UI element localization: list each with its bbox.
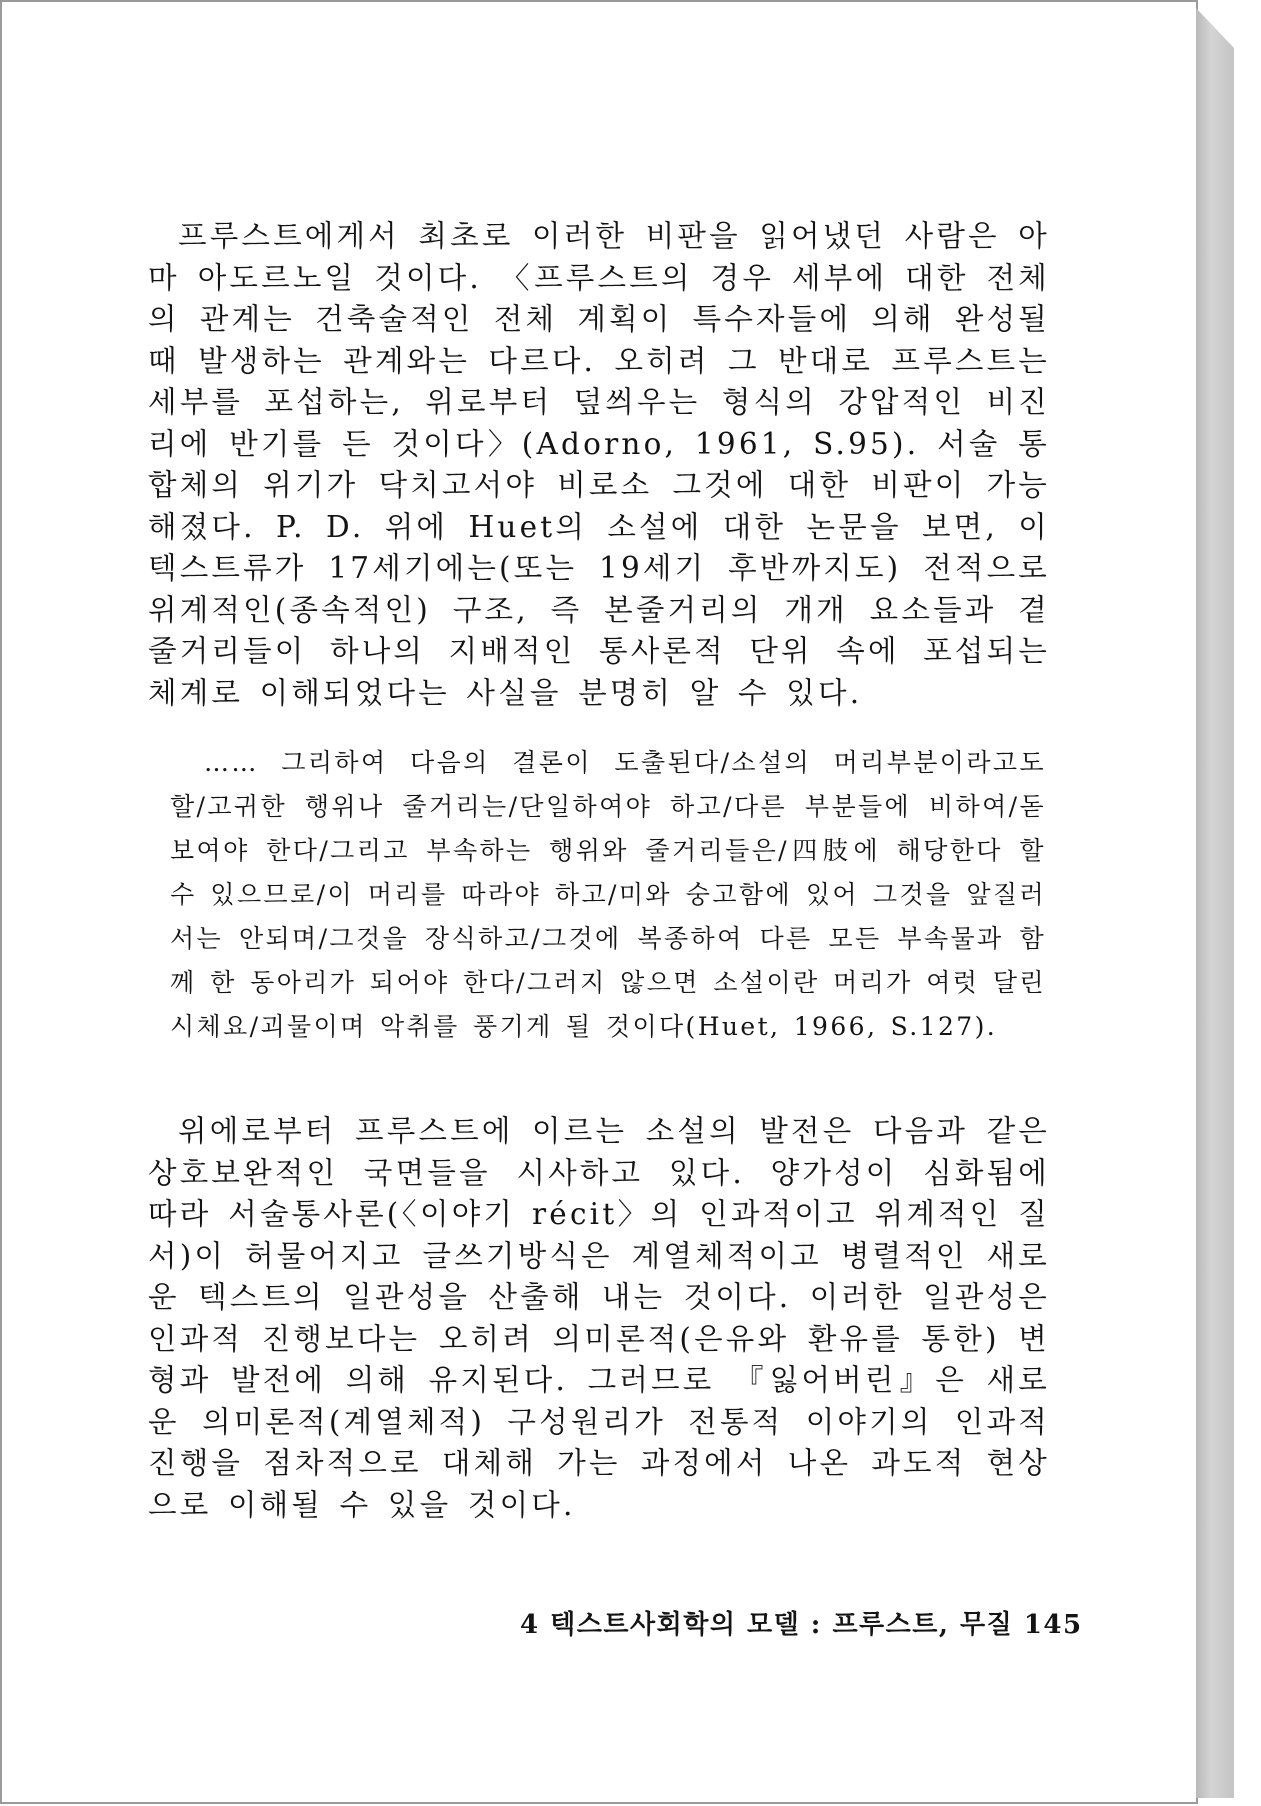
chapter-running-title: 4 텍스트사회학의 모델 : 프루스트, 무질	[520, 1610, 1014, 1640]
page-number: 145	[1023, 1610, 1083, 1640]
page-stack-edge	[1196, 8, 1234, 1798]
page-footer	[520, 1604, 1083, 1641]
paragraph-2-text: 위에로부터 프루스트에 이르는 소설의 발전은 다음과 같은 상호보완적인 국면들을 시사하고 있다. 양가성이 심화됨에 따라 서술통사론(〈이야기 récit〉의 인과적이고 위계적인 질서)이 허물어지고 글쓰기방식은 계열체적이고 병렬적인 새로운 텍스트의 일관성을 산출해 내는 것이다. 이러한 일관성은 인과적 진행보다는 오히려 의미론적(은유와 환유를 통한) 변형과 발전에 의해 유지된다. 그러므로 『잃어버린』은 새로운 의미론적(계열체적) 구성원리가 전통적 이야기의 인과적 진행을 점차적으로 대체해 가는 과정에서 나온 과도적 현상으로 이해될 수 있을 것이다.	[148, 1114, 1050, 1522]
block-quote	[170, 741, 1046, 1049]
paragraph-1	[148, 216, 1050, 714]
block-quote-text: …… 그리하여 다음의 결론이 도출된다/소설의 머리부분이라고도 할/고귀한 행위나 줄거리는/단일하여야 하고/다른 부분들에 비하여/돋보여야 한다/그리고 부속하는 행위와 줄거리들은/四肢에 해당한다 할 수 있으므로/이 머리를 따라야 하고/미와 숭고함에 있어 그것을 앞질러서는 안되며/그것을 장식하고/그것에 복종하여 다른 모든 부속물과 함께 한 동아리가 되어야 한다/그러지 않으면 소설이란 머리가 여럿 달린 시체요/괴물이며 악취를 풍기게 될 것이다(Huet, 1966, S.127).	[170, 748, 1046, 1041]
paragraph-1-text: 프루스트에게서 최초로 이러한 비판을 읽어냈던 사람은 아마 아도르노일 것이다. 〈프루스트의 경우 세부에 대한 전체의 관계는 건축술적인 전체 계획이 특수자들에 의해 완성될 때 발생하는 관계와는 다르다. 오히려 그 반대로 프루스트는 세부를 포섭하는, 위로부터 덮씌우는 형식의 강압적인 비진리에 반기를 든 것이다〉(Adorno, 1961, S.95). 서술 통합체의 위기가 닥치고서야 비로소 그것에 대한 비판이 가능해졌다. P. D. 위에 Huet의 소설에 대한 논문을 보면, 이 텍스트류가 17세기에는(또는 19세기 후반까지도) 전적으로 위계적인(종속적인) 구조, 즉 본줄거리의 개개 요소들과 곁줄거리들이 하나의 지배적인 통사론적 단위 속에 포섭되는 체계로 이해되었다는 사실을 분명히 알 수 있다.	[148, 219, 1050, 710]
paragraph-2	[148, 1111, 1050, 1526]
